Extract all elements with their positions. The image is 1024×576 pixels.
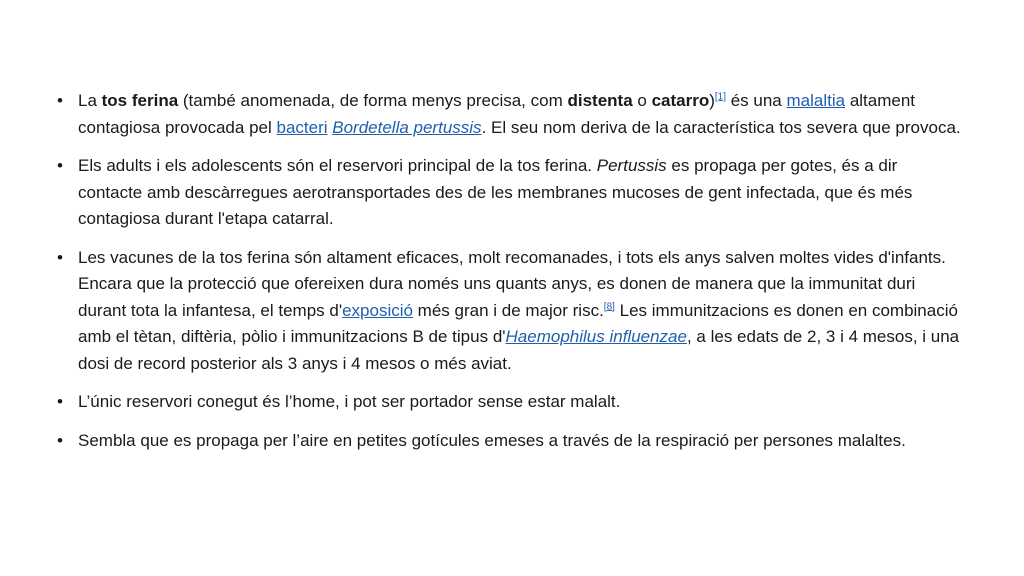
text: es propaga per gotes, és a dir contacte amb descàrregues aerotransportades des de les membranes mucoses de gent infectada, que és més contagiosa durant l'etapa catarral. <box>78 156 913 228</box>
text: o <box>632 91 652 110</box>
link-haemophilus-label: Haemophilus influenzae <box>505 327 687 346</box>
link-bacteri[interactable]: bacteri <box>276 117 328 137</box>
link-bordetella-label: Bordetella pertussis <box>332 117 482 137</box>
link-malaltia[interactable]: malaltia <box>786 91 846 110</box>
bullet-item-tos-ferina <box>57 88 962 141</box>
text: L’únic reservori conegut és l’home, i pot ser portador sense estar malalt. <box>78 392 621 411</box>
text: (també anomenada, de forma menys precisa, com <box>178 91 568 110</box>
link-bordetella-pertussis[interactable] <box>332 118 481 137</box>
text: és una <box>726 91 787 110</box>
bullet-list <box>57 88 962 466</box>
bullet-icon: • <box>57 247 63 267</box>
bullet-icon: • <box>57 392 63 411</box>
bullet-item-unic-reservori <box>57 389 962 416</box>
term-distenta: distenta <box>567 91 633 110</box>
link-haemophilus-influenzae[interactable] <box>506 327 687 346</box>
term-pertussis: Pertussis <box>596 156 667 175</box>
term-tos-ferina: tos ferina <box>101 91 179 110</box>
link-exposicio[interactable]: exposició <box>342 300 413 320</box>
term-catarro: catarro <box>651 91 710 110</box>
bullet-icon: • <box>57 91 63 110</box>
bullet-item-vacunes <box>57 245 962 378</box>
text: La <box>78 91 102 110</box>
text: altament contagiosa provocada pel <box>78 91 916 137</box>
bullet-item-propagacio <box>57 428 962 455</box>
bullet-icon: • <box>57 156 63 175</box>
text: , a les edats de 2, 3 i 4 mesos, i una dosi de record posterior als 3 anys i 4 mesos o més aviat. <box>78 327 960 373</box>
text: Les vacunes de la tos ferina són altament eficaces, molt recomanades, i tots els anys salven moltes vides d'infants. Encara que la protecció que ofereixen dura només uns quants anys, es donen de manera que la immunitat duri durant tota la infantesa, el temps d' <box>78 247 946 320</box>
text: . El seu nom deriva de la característica tos severa que provoca. <box>481 117 961 137</box>
text: Els adults i els adolescents són el reservori principal de la tos ferina. <box>78 156 597 175</box>
text: Les immunitzacions es donen en combinació amb el tètan, diftèria, pòlio i immunitzacions B de tipus d' <box>78 300 958 346</box>
reference-link-8[interactable]: [8] <box>603 300 615 312</box>
bullet-item-reservori <box>57 153 962 233</box>
reference-link-1[interactable]: [1] <box>714 91 726 103</box>
text: Sembla que es propaga per l’aire en petites gotícules emeses a través de la respiració per persones malaltes. <box>78 430 906 450</box>
text: més gran i de major risc. <box>412 300 604 320</box>
bullet-icon: • <box>57 430 63 450</box>
text: ) <box>709 91 715 110</box>
